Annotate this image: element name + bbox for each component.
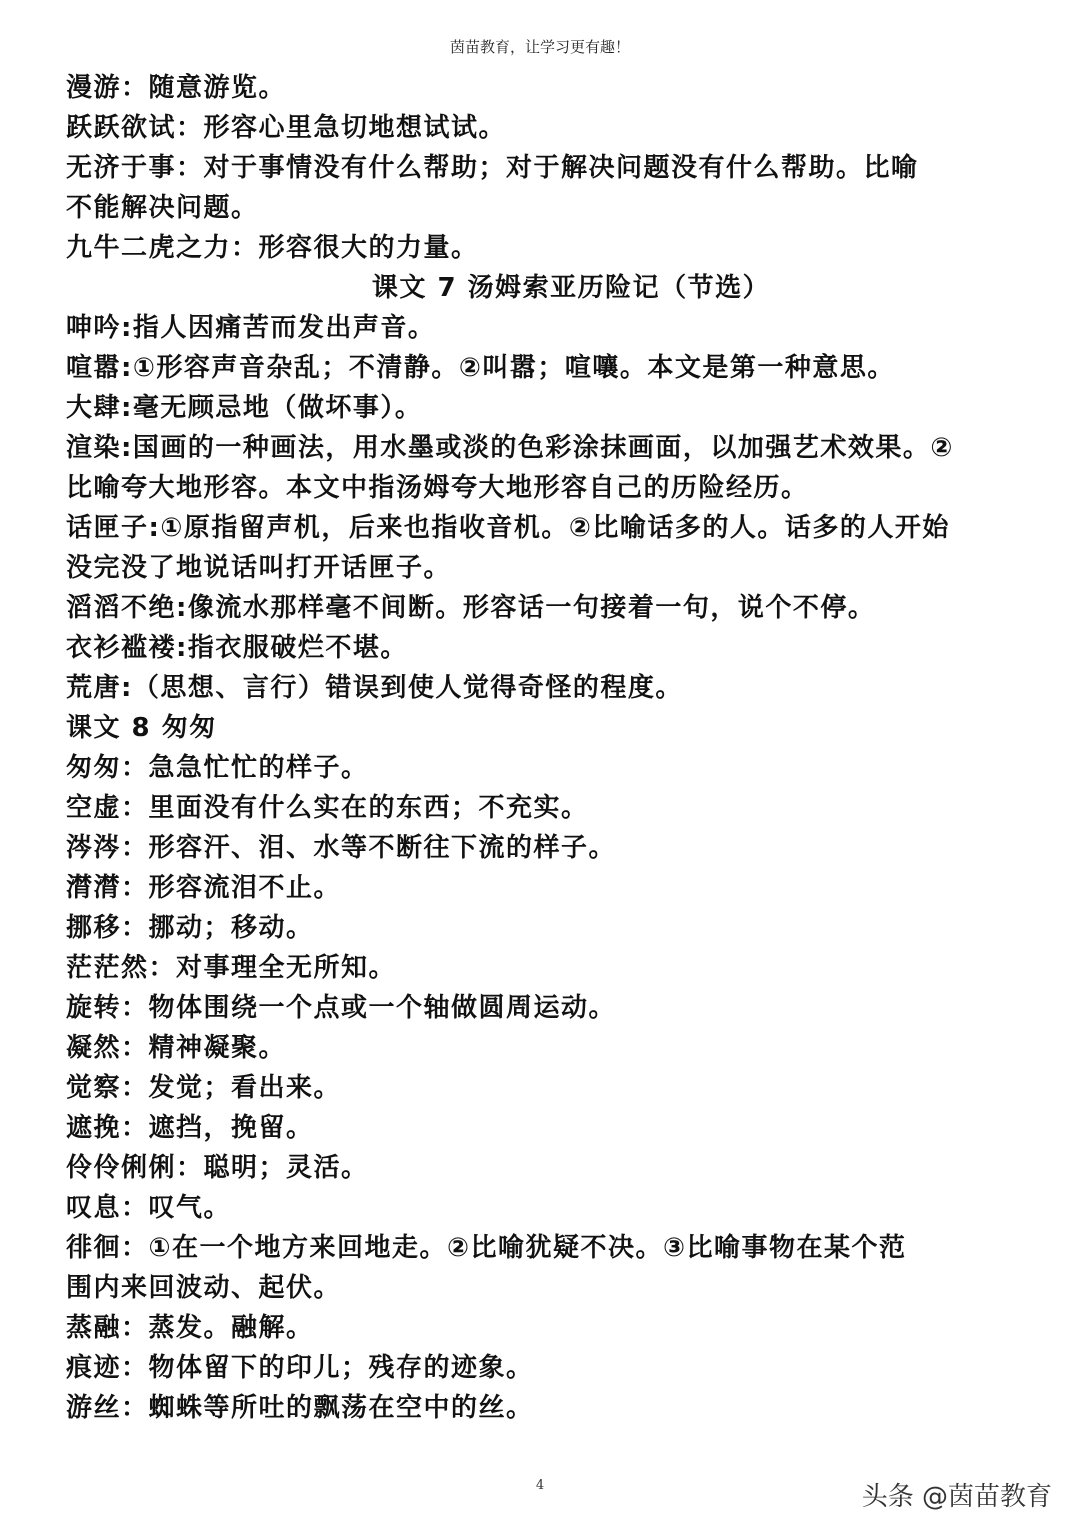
text-line: 衣衫褴褛:指衣服破烂不堪。 [66,633,408,663]
text-line: 凝然：精神凝聚。 [66,1033,287,1063]
text-line: 呻吟:指人因痛苦而发出声音。 [66,313,436,343]
text-line: 游丝：蜘蛛等所吐的飘荡在空中的丝。 [66,1393,534,1423]
text-line: 大肆:毫无顾忌地（做坏事）。 [66,393,423,423]
lesson-8-title: 课文 8 匆匆 [66,713,217,743]
text-line: 话匣子:①原指留声机，后来也指收音机。②比喻话多的人。话多的人开始 [66,513,950,543]
text-line: 伶伶俐俐：聪明；灵活。 [66,1153,369,1183]
text-line: 跃跃欲试：形容心里急切地想试试。 [66,113,507,143]
text-line: 没完没了地说话叫打开话匣子。 [66,553,452,583]
text-line: 徘徊：①在一个地方来回地走。②比喻犹疑不决。③比喻事物在某个范 [66,1233,907,1263]
text-line: 茫茫然：对事理全无所知。 [66,953,397,983]
text-line: 漫游：随意游览。 [66,73,287,103]
lesson-7-title: 课文 7 汤姆索亚历险记（节选） [371,273,771,303]
text-line: 围内来回波动、起伏。 [66,1273,342,1303]
text-line: 挪移：挪动；移动。 [66,913,314,943]
text-line: 叹息：叹气。 [66,1193,232,1223]
text-line: 喧嚣:①形容声音杂乱；不清静。②叫嚣；喧嚷。本文是第一种意思。 [66,353,895,383]
watermark: 头条 @茵苗教育 [861,1482,1052,1512]
text-line: 涔涔：形容汗、泪、水等不断往下流的样子。 [66,833,617,863]
page-number: 4 [535,1478,545,1493]
text-line: 无济于事：对于事情没有什么帮助；对于解决问题没有什么帮助。比喻 [66,153,919,183]
text-line: 荒唐:（思想、言行）错误到使人觉得奇怪的程度。 [66,673,683,703]
text-line: 空虚：里面没有什么实在的东西；不充实。 [66,793,589,823]
text-line: 不能解决问题。 [66,193,259,223]
text-line: 觉察：发觉；看出来。 [66,1073,342,1103]
text-line: 九牛二虎之力：形容很大的力量。 [66,233,479,263]
text-line: 比喻夸大地形容。本文中指汤姆夸大地形容自己的历险经历。 [66,473,809,503]
page-header: 茵苗教育，让学习更有趣！ [449,38,630,56]
text-line: 蒸融：蒸发。融解。 [66,1313,314,1343]
text-line: 遮挽：遮挡，挽留。 [66,1113,314,1143]
text-line: 旋转：物体围绕一个点或一个轴做圆周运动。 [66,993,617,1023]
text-line: 滔滔不绝:像流水那样毫不间断。形容话一句接着一句，说个不停。 [66,593,876,623]
document-body [66,68,1016,1428]
text-line: 潸潸：形容流泪不止。 [66,873,342,903]
text-line: 痕迹：物体留下的印儿；残存的迹象。 [66,1353,534,1383]
text-line: 匆匆：急急忙忙的样子。 [66,753,369,783]
text-line: 渲染:国画的一种画法，用水墨或淡的色彩涂抹画面，以加强艺术效果。② [66,433,954,463]
